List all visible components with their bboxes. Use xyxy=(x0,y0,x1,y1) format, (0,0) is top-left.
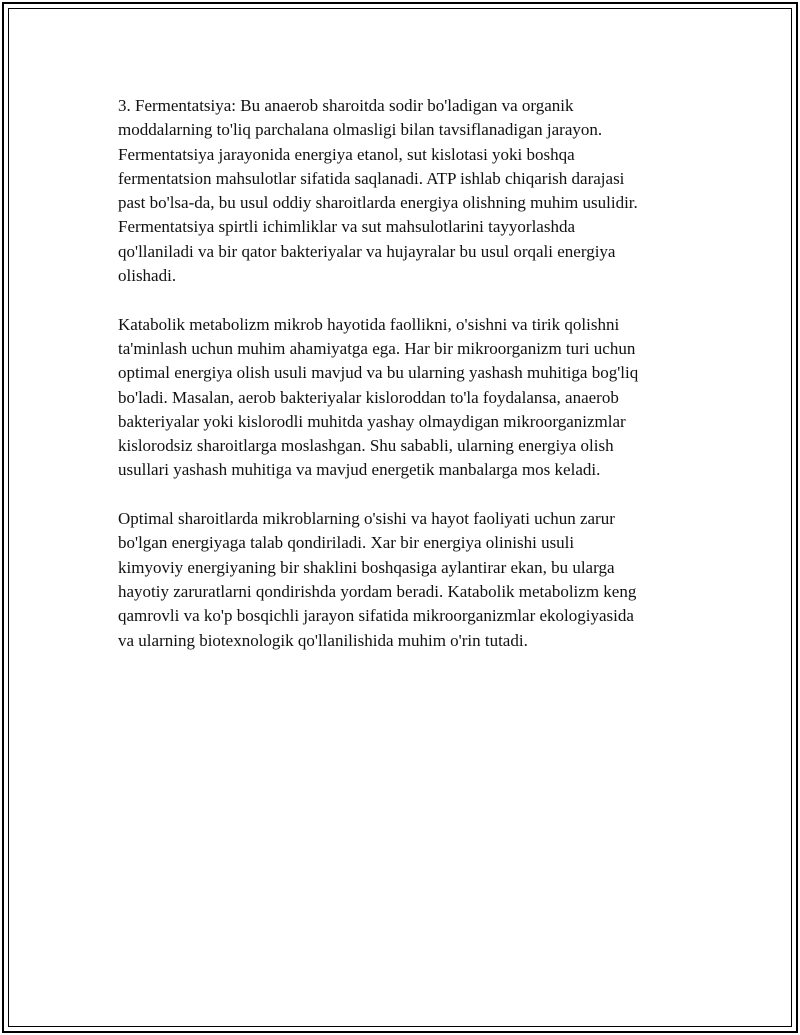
paragraph-fermentation: 3. Fermentatsiya: Bu anaerob sharoitda sodir bo'ladigan va organik moddalarning to'liq parchalana olmasligi bilan tavsiflanadigan jarayon. Fermentatsiya jarayonida energiya etanol, sut kislotasi yoki boshqa fermentatsion mahsulotlar sifatida saqlanadi. ATP ishlab chiqarish darajasi past bo'lsa-da, bu usul oddiy sharoitlarda energiya olishning muhim usulidir. Fermentatsiya spirtli ichimliklar va sut mahsulotlarini tayyorlashda qo'llaniladi va bir qator bakteriyalar va hujayralar bu usul orqali energiya olishadi. xyxy=(118,96,638,286)
paragraph-optimal-conditions: Optimal sharoitlarda mikroblarning o'sishi va hayot faoliyati uchun zarur bo'lgan energiyaga talab qondiriladi. Xar bir energiya olinishi usuli kimyoviy energiyaning bir shaklini boshqasiga aylantirar ekan, bu ularga hayotiy zaruratlarni qondirishda yordam beradi. Katabolik metabolizm keng qamrovli va ko'p bosqichli jarayon sifatida mikroorganizmlar ekologiyasida va ularning biotexnologik qo'llanilishida muhim o'rin tutadi. xyxy=(118,509,637,650)
paragraph-catabolic-metabolism: Katabolik metabolizm mikrob hayotida faollikni, o'sishni va tirik qolishni ta'minlash uchun muhim ahamiyatga ega. Har bir mikroorganizm turi uchun optimal energiya olish usuli mavjud va bu ularning yashash muhitiga bog'liq bo'ladi. Masalan, aerob bakteriyalar kisloroddan to'la foydalansa, anaerob bakteriyalar yoki kislorodli muhitda yashay olmaydigan mikroorganizmlar kislorodsiz sharoitlarga moslashgan. Shu sababli, ularning energiya olish usullari yashash muhitiga va mavjud energetik manbalarga mos keladi. xyxy=(118,314,639,480)
document-body xyxy=(118,94,718,677)
